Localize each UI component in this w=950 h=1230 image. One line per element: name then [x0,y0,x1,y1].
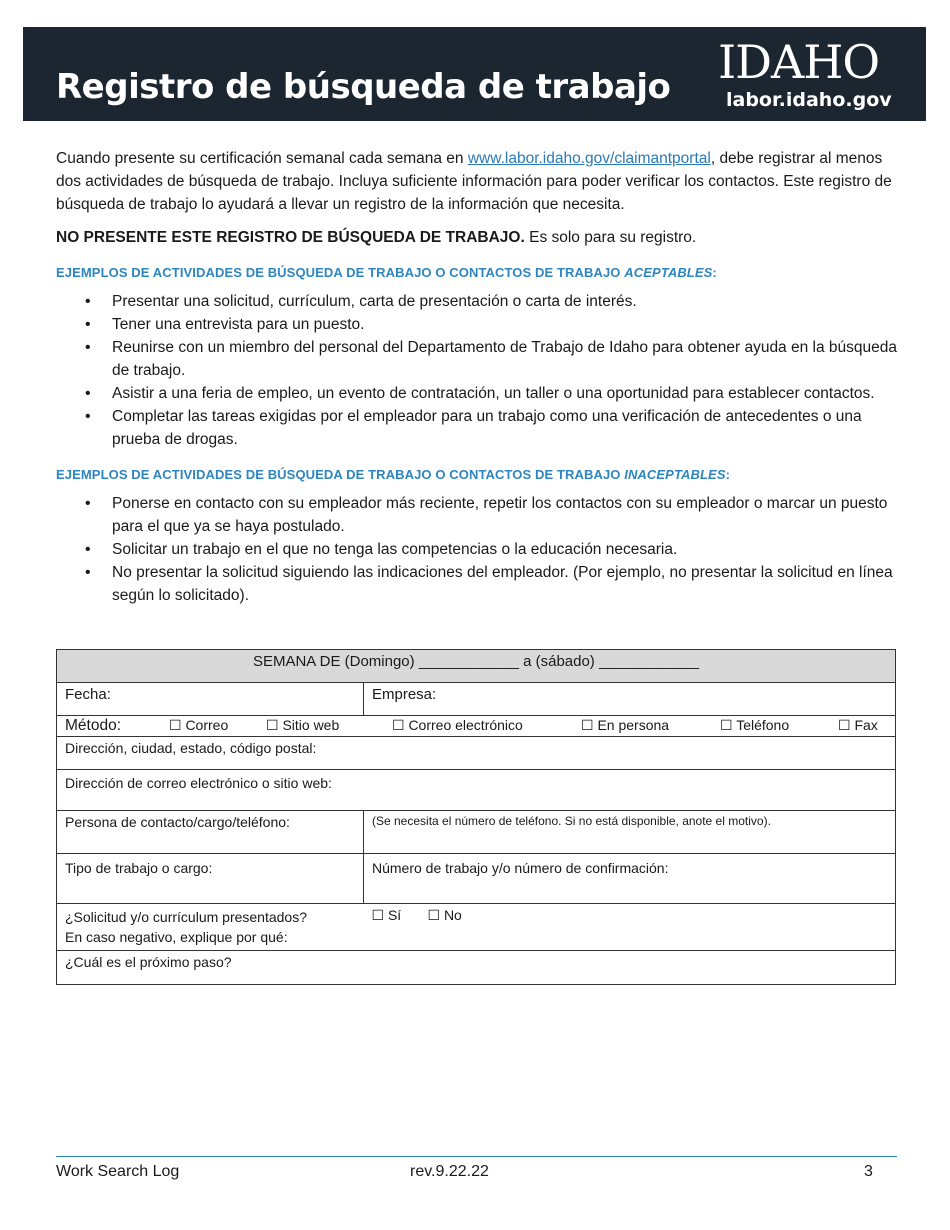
unacceptable-heading [56,463,902,486]
address-field[interactable]: Dirección, ciudad, estado, código postal: [57,737,896,770]
contact-field[interactable]: Persona de contacto/cargo/teléfono: [57,811,364,854]
work-search-form [56,649,896,985]
method-fax-checkbox[interactable]: ☐ Fax [838,717,878,733]
footer-doc-title: Work Search Log [56,1163,180,1180]
method-website-checkbox[interactable]: ☐ Sitio web [266,717,340,733]
unacceptable-heading-text: EJEMPLOS DE ACTIVIDADES DE BÚSQUEDA DE TRABAJO O CONTACTOS DE TRABAJO [56,467,625,482]
list-item: • Presentar una solicitud, currículum, carta de presentación o carta de interés. [56,290,902,313]
list-item: • Solicitar un trabajo en el que no tenga las competencias o la educación necesaria. [56,538,902,561]
footer-revision: rev.9.22.22 [410,1163,489,1180]
application-label-2: En caso negativo, explique por qué: [65,929,288,945]
acceptable-heading-em: ACEPTABLES [624,265,713,280]
method-in-person-checkbox[interactable]: ☐ En persona [581,717,670,733]
method-label: Método: [65,717,122,734]
method-mail-checkbox[interactable]: ☐ Correo [169,717,229,733]
notice-rest: Es solo para su registro. [524,229,697,246]
acceptable-heading-end: : [712,265,717,280]
company-field[interactable]: Empresa: [364,683,896,716]
intro-paragraph [56,147,902,216]
idaho-logo [696,37,896,117]
footer-page-number: 3 [864,1163,873,1180]
intro-text: Cuando presente su certificación semanal cada semana en [56,150,468,167]
footer-divider [56,1156,897,1157]
list-item: • Completar las tareas exigidas por el empleador para un trabajo como una verificación de antecedentes o una prueba de drogas. [56,405,902,451]
acceptable-list [56,290,902,451]
method-phone-checkbox[interactable]: ☐ Teléfono [720,717,790,733]
job-type-field[interactable]: Tipo de trabajo o cargo: [57,854,364,904]
list-item: • Reunirse con un miembro del personal del Departamento de Trabajo de Idaho para obtener ayuda en la búsqueda de trabajo. [56,336,902,382]
instructions [56,147,902,607]
unacceptable-list [56,492,902,607]
application-options [364,904,896,951]
week-field[interactable]: SEMANA DE (Domingo) ____________ a (sábado) ____________ [57,650,896,683]
next-step-field[interactable]: ¿Cuál es el próximo paso? [57,951,896,985]
list-item: • Tener una entrevista para un puesto. [56,313,902,336]
acceptable-heading-text: EJEMPLOS DE ACTIVIDADES DE BÚSQUEDA DE TRABAJO O CONTACTOS DE TRABAJO [56,265,625,280]
notice-bold: NO PRESENTE ESTE REGISTRO DE BÚSQUEDA DE TRABAJO. [56,229,525,246]
application-yes-checkbox[interactable]: ☐ Sí [371,907,402,923]
application-label-1: ¿Solicitud y/o currículum presentados? [65,909,307,925]
application-field [57,904,364,951]
list-item: • Ponerse en contacto con su empleador más reciente, repetir los contactos con su empleador o marcar un puesto para el que ya se haya postulado. [56,492,902,538]
logo-url: labor.idaho.gov [726,89,892,111]
job-number-field[interactable]: Número de trabajo y/o número de confirmación: [364,854,896,904]
page-title: Registro de búsqueda de trabajo [56,67,671,107]
application-no-checkbox[interactable]: ☐ No [427,907,462,923]
notice [56,226,902,249]
method-row [57,716,896,737]
list-item: • Asistir a una feria de empleo, un evento de contratación, un taller o una oportunidad para establecer contactos. [56,382,902,405]
email-website-label: Dirección de correo electrónico o sitio web: [65,775,332,791]
logo-wordmark: IDAHO [718,35,880,89]
intro-text-continued: , debe registrar al menos dos actividades de búsqueda de trabajo. Incluya suficiente información para poder verificar los contactos. Este registro de búsqueda de trabajo lo ayudará a llevar un registro de la información que necesita. [56,150,892,213]
contact-note: (Se necesita el número de teléfono. Si no está disponible, anote el motivo). [364,811,896,854]
page-header [23,27,926,121]
claimant-portal-link[interactable]: www.labor.idaho.gov/claimantportal [467,150,711,167]
unacceptable-heading-end: : [725,467,731,482]
list-item: • No presentar la solicitud siguiendo las indicaciones del empleador. (Por ejemplo, no presentar la solicitud en línea según lo solicitado). [56,561,902,607]
unacceptable-heading-em: INACEPTABLES [624,467,726,482]
date-field[interactable]: Fecha: [57,683,364,716]
acceptable-heading [56,261,902,284]
method-email-checkbox[interactable]: ☐ Correo electrónico [392,717,523,733]
email-website-field[interactable] [57,770,896,811]
